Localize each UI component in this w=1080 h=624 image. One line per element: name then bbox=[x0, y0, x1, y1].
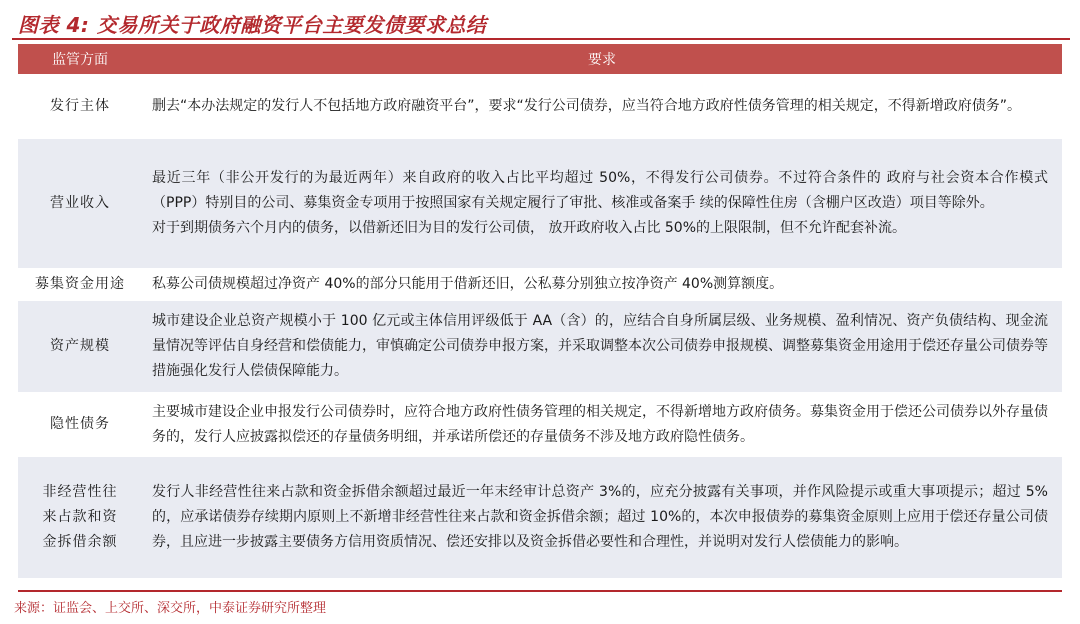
table-row bbox=[18, 75, 1062, 139]
category-cell: 隐性债务 bbox=[18, 393, 142, 457]
bottom-divider bbox=[18, 590, 1062, 592]
requirement-cell bbox=[142, 139, 1062, 269]
requirement-cell bbox=[142, 393, 1062, 457]
requirement-cell bbox=[142, 457, 1062, 579]
column-header-category: 监管方面 bbox=[18, 44, 142, 75]
requirement-text: 主要城市建设企业申报发行公司债券时，应符合地方政府性债务管理的相关规定，不得新增地方政府债务。募集资金用于偿还公司债券以外存量债务的，发行人应披露拟偿还的存量债务明细，并承诺所偿还的存量债务不涉及地方政府隐性债务。 bbox=[152, 403, 1048, 445]
table-row bbox=[18, 301, 1062, 393]
chart-title: 图表 4: 交易所关于政府融资平台主要发债要求总结 bbox=[18, 13, 487, 37]
requirement-cell bbox=[142, 301, 1062, 393]
category-cell: 募集资金用途 bbox=[18, 269, 142, 301]
category-cell: 营业收入 bbox=[18, 139, 142, 269]
requirements-table bbox=[18, 44, 1062, 579]
title-bar bbox=[12, 8, 1070, 40]
category-cell: 资产规模 bbox=[18, 301, 142, 393]
requirement-text: 私募公司债规模超过净资产 40%的部分只能用于借新还旧，公私募分别独立按净资产 40%测算额度。 bbox=[152, 276, 784, 292]
table-row bbox=[18, 269, 1062, 301]
source-note: 来源：证监会、上交所、深交所，中泰证券研究所整理 bbox=[14, 601, 327, 616]
table-row bbox=[18, 393, 1062, 457]
column-header-requirement: 要求 bbox=[142, 44, 1062, 75]
requirement-text: 发行人非经营性往来占款和资金拆借余额超过最近一年末经审计总资产 3%的，应充分披露有关事项，并作风险提示或重大事项提示；超过 5%的，应承诺债券存续期内原则上不新增非经营性往来占款和资金拆借余额；超过 10%的，本次申报债券的募集资金原则上应用于偿还存量公司债券，且应进一步披露主要债务方信用资质情况、偿还安排以及资金拆借必要性和合理性，并说明对发行人偿债能力的影响。 bbox=[152, 484, 1048, 550]
requirement-text: 最近三年（非公开发行的为最近两年）来自政府的收入占比平均超过 50%，不得发行公司债券。不过符合条件的 政府与社会资本合作模式（PPP）特别目的公司、募集资金专项用于按照国家有关规定履行了审批、核准或备案手 续的保障性住房（含棚户区改造）项目等除外。 bbox=[152, 170, 1048, 211]
table-row bbox=[18, 139, 1062, 269]
table-row bbox=[18, 457, 1062, 579]
requirement-text: 删去“本办法规定的发行人不包括地方政府融资平台”，要求“发行公司债券，应当符合地方政府性债务管理的相关规定，不得新增政府债务”。 bbox=[152, 98, 1022, 114]
category-cell: 非经营性往来占款和资金拆借余额 bbox=[18, 457, 142, 579]
requirement-cell bbox=[142, 75, 1062, 139]
table-header-row bbox=[18, 44, 1062, 75]
requirement-text: 对于到期债务六个月内的债务，以借新还旧为目的发行公司债， 放开政府收入占比 50%的上限限制，但不允许配套补流。 bbox=[152, 220, 907, 236]
category-cell: 发行主体 bbox=[18, 75, 142, 139]
requirement-cell bbox=[142, 269, 1062, 301]
requirement-text: 城市建设企业总资产规模小于 100 亿元或主体信用评级低于 AA（含）的，应结合自身所属层级、业务规模、盈利情况、资产负债结构、现金流量情况等评估自身经营和偿债能力，审慎确定公司债券申报方案，并采取调整本次公司债券申报规模、调整募集资金用途用于偿还存量公司债券等措施强化发行人偿债保障能力。 bbox=[152, 313, 1048, 379]
